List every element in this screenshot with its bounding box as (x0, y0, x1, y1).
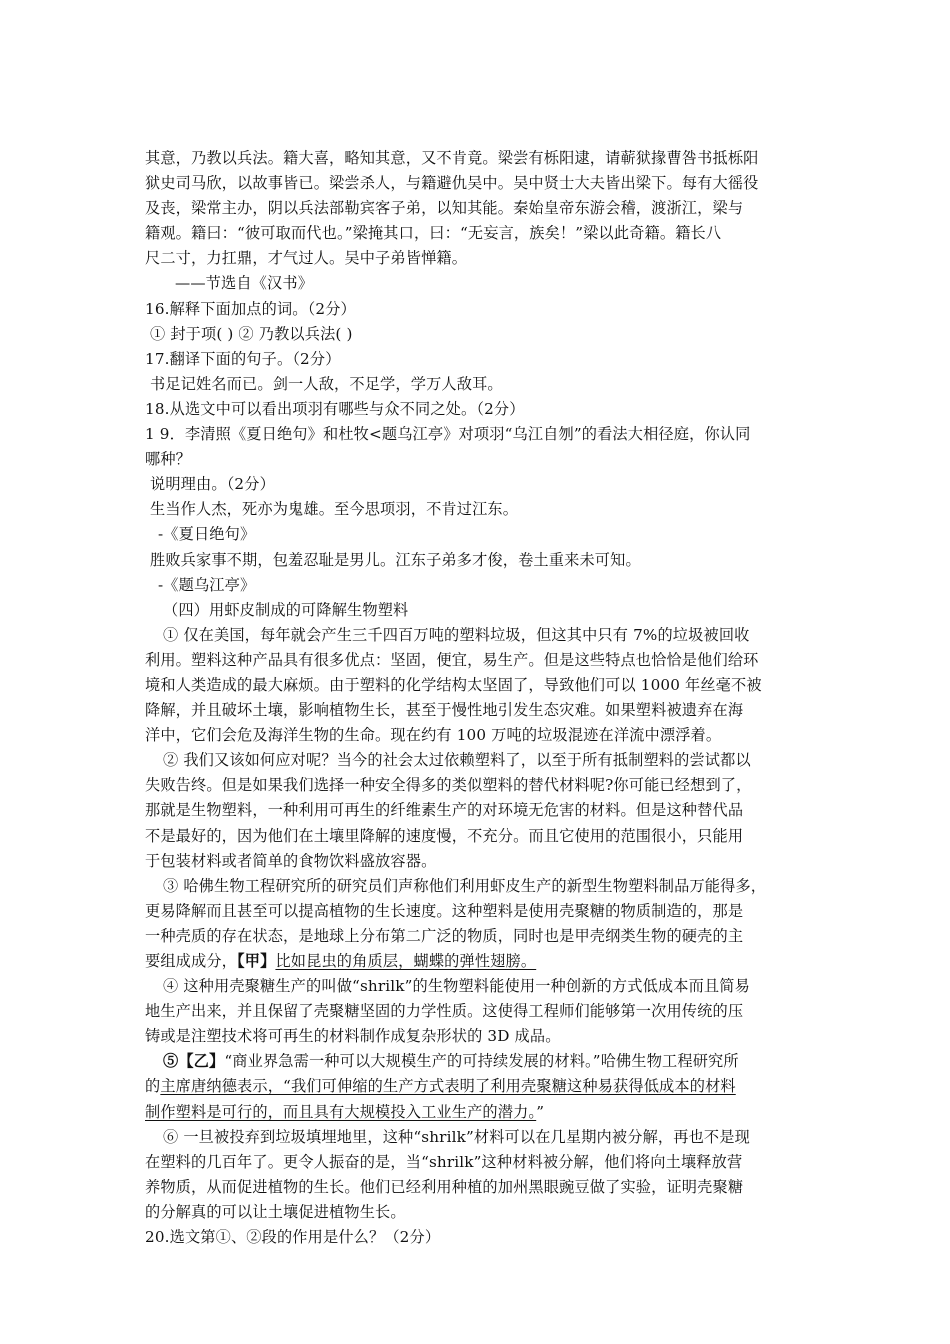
question-19-line-3: 说明理由。（2分） (150, 475, 275, 494)
p5-line-2 (145, 1074, 813, 1099)
passage3-line-4: 籍观。籍曰：“彼可取而代也。”梁掩其口，曰：“无妄言，族矣！”梁以此奇籍。籍长八 (145, 224, 722, 243)
p5-line-2-text: 的 (145, 1077, 161, 1096)
p1-line-1: ① 仅在美国，每年就会产生三千四百万吨的塑料垃圾，但这其中只有 7%的垃圾被回收 (163, 625, 750, 644)
p6-line-3: 养物质，从而促进植物的生长。他们已经利用种植的加州黑眼豌豆做了实验，证明壳聚糖 (145, 1177, 744, 1196)
p4-line-2: 地生产出来，并且保留了壳聚糖坚固的力学性质。这使得工程师们能够第一次用传统的压 (145, 1002, 744, 1021)
poem-2-title: -《题乌江亭》 (158, 575, 256, 594)
p1-line-2: 利用。塑料这种产品具有很多优点：坚固，便宜，易生产。但是这些特点也恰恰是他们给环 (145, 650, 759, 669)
mark-jia: 【甲】 (237, 952, 276, 970)
p3-line-4-text: 要组成成分， (145, 952, 238, 970)
underlined-sentence-yi-part-1: 主席唐纳德表示，“我们可伸缩的生产方式表明了利用壳聚糖这种易获得低成本的材料 (160, 1077, 736, 1096)
p3-line-2: 更易降解而且甚至可以提高植物的生长速度。这种塑料是使用壳聚糖的物质制造的，那是 (145, 901, 744, 920)
passage3-line-3: 及丧，梁常主办，阴以兵法部勒宾客子弟，以知其能。秦始皇帝东游会稽，渡浙江，梁与 (145, 199, 744, 218)
p2-line-5: 于包装材料或者简单的食物饮料盛放容器。 (145, 851, 437, 870)
p6-line-1: ⑥ 一旦被投弃到垃圾填埋地里，这种“shrilk”材料可以在几星期内被分解，再也不是现 (163, 1127, 750, 1146)
underlined-sentence-yi-part-2: 制作塑料是可行的，而且具有大规模投入工业生产的潜力。 (145, 1102, 537, 1121)
p2-line-3: 那就是生物塑料，一种利用可再生的纤维素生产的对环境无危害的材料。但是这种替代品 (145, 801, 744, 820)
p6-line-2: 在塑料的几百年了。更令人振奋的是，当“shrilk”这种材料被分解，他们将向土壤释放营 (145, 1152, 743, 1171)
passage3-line-5: 尺二寸，力扛鼎，才气过人。吴中子弟皆惮籍。 (145, 249, 468, 268)
passage4-title: （四）用虾皮制成的可降解生物塑料 (163, 600, 409, 619)
question-16-title: 16.解释下面加点的词。（2分） (145, 299, 356, 318)
document-page (145, 146, 813, 1250)
passage3-source: ——节选自《汉书》 (175, 274, 314, 293)
passage3-line-2: 狱史司马欣，以故事皆已。梁尝杀人，与籍避仇吴中。吴中贤士大夫皆出梁下。每有大徭役 (145, 174, 759, 193)
question-19-line-1: 1 9．李清照《夏日绝句》和杜牧<题乌江亭》对项羽“乌江自刎”的看法大相径庭，你认同 (145, 425, 751, 444)
p3-line-4 (145, 949, 813, 974)
p5-line-1-text: “商业界急需一种可以大规模生产的可持续发展的材料。”哈佛生物工程研究所 (224, 1052, 739, 1071)
poem-1-text: 生当作人杰，死亦为鬼雄。至今思项羽，不肯过江东。 (150, 500, 519, 519)
p4-line-3: 铸或是注塑技术将可再生的材料制作成复杂形状的 3D 成品。 (145, 1027, 561, 1046)
p1-line-3: 境和人类造成的最大麻烦。由于塑料的化学结构太坚固了，导致他们可以 1000 年丝毫不被 (145, 675, 762, 694)
question-17-sentence: 书足记姓名而已。剑一人敌，不足学，学万人敌耳。 (150, 374, 503, 393)
p5-line-3-tail: ” (536, 1102, 545, 1121)
p5-line-3 (145, 1100, 813, 1125)
p1-line-5: 洋中，它们会危及海洋生物的生命。现在约有 100 万吨的垃圾混迹在洋流中漂浮着。 (145, 726, 722, 745)
p6-line-4: 的分解真的可以让土壤促进植物生长。 (145, 1202, 406, 1221)
p2-line-1: ② 我们又该如何应对呢？当今的社会太过依赖塑料了，以至于所有抵制塑料的尝试都以 (163, 751, 751, 770)
p2-line-4: 不是最好的，因为他们在土壤里降解的速度慢，不充分。而且它使用的范围很小，只能用 (145, 826, 744, 845)
p3-line-3: 一种壳质的存在状态，是地球上分布第二广泛的物质，同时也是甲壳纲类生物的硬壳的主 (145, 926, 744, 945)
p4-line-1: ④ 这种用壳聚糖生产的叫做“shrilk”的生物塑料能使用一种创新的方式低成本而且简易 (163, 977, 750, 996)
question-20-title: 20.选文第①、②段的作用是什么？（2分） (145, 1228, 441, 1247)
p1-line-4: 降解，并且破坏土壤，影响植物生长，甚至于慢性地引发生态灾难。如果塑料被遗弃在海 (145, 701, 744, 720)
passage3-line-1: 其意，乃教以兵法。籍大喜，略知其意，又不肯竟。梁尝有栎阳逮，请蕲狱掾曹咎书抵栎阳 (145, 149, 759, 167)
p5-line-1 (145, 1049, 813, 1074)
poem-1-title: -《夏日绝句》 (158, 525, 256, 544)
question-16-items: ① 封于项( ) ② 乃教以兵法( ) (150, 324, 353, 343)
question-19-line-2: 哪种？ (145, 450, 192, 469)
underlined-sentence-jia: 比如昆虫的角质层，蝴蝶的弹性翅膀。 (275, 952, 537, 970)
question-17-title: 17.翻译下面的句子。（2分） (145, 349, 341, 368)
p2-line-2: 失败告终。但是如果我们选择一种安全得多的类似塑料的替代材料呢?你可能已经想到了， (145, 776, 752, 795)
mark-yi: ⑤【乙】 (163, 1052, 225, 1071)
poem-2-text: 胜败兵家事不期，包羞忍耻是男儿。江东子弟多才俊，卷土重来未可知。 (150, 550, 641, 569)
question-18-title: 18.从选文中可以看出项羽有哪些与众不同之处。（2分） (145, 399, 525, 418)
p3-line-1: ③ 哈佛生物工程研究所的研究员们声称他们利用虾皮生产的新型生物塑料制品万能得多， (163, 876, 767, 895)
